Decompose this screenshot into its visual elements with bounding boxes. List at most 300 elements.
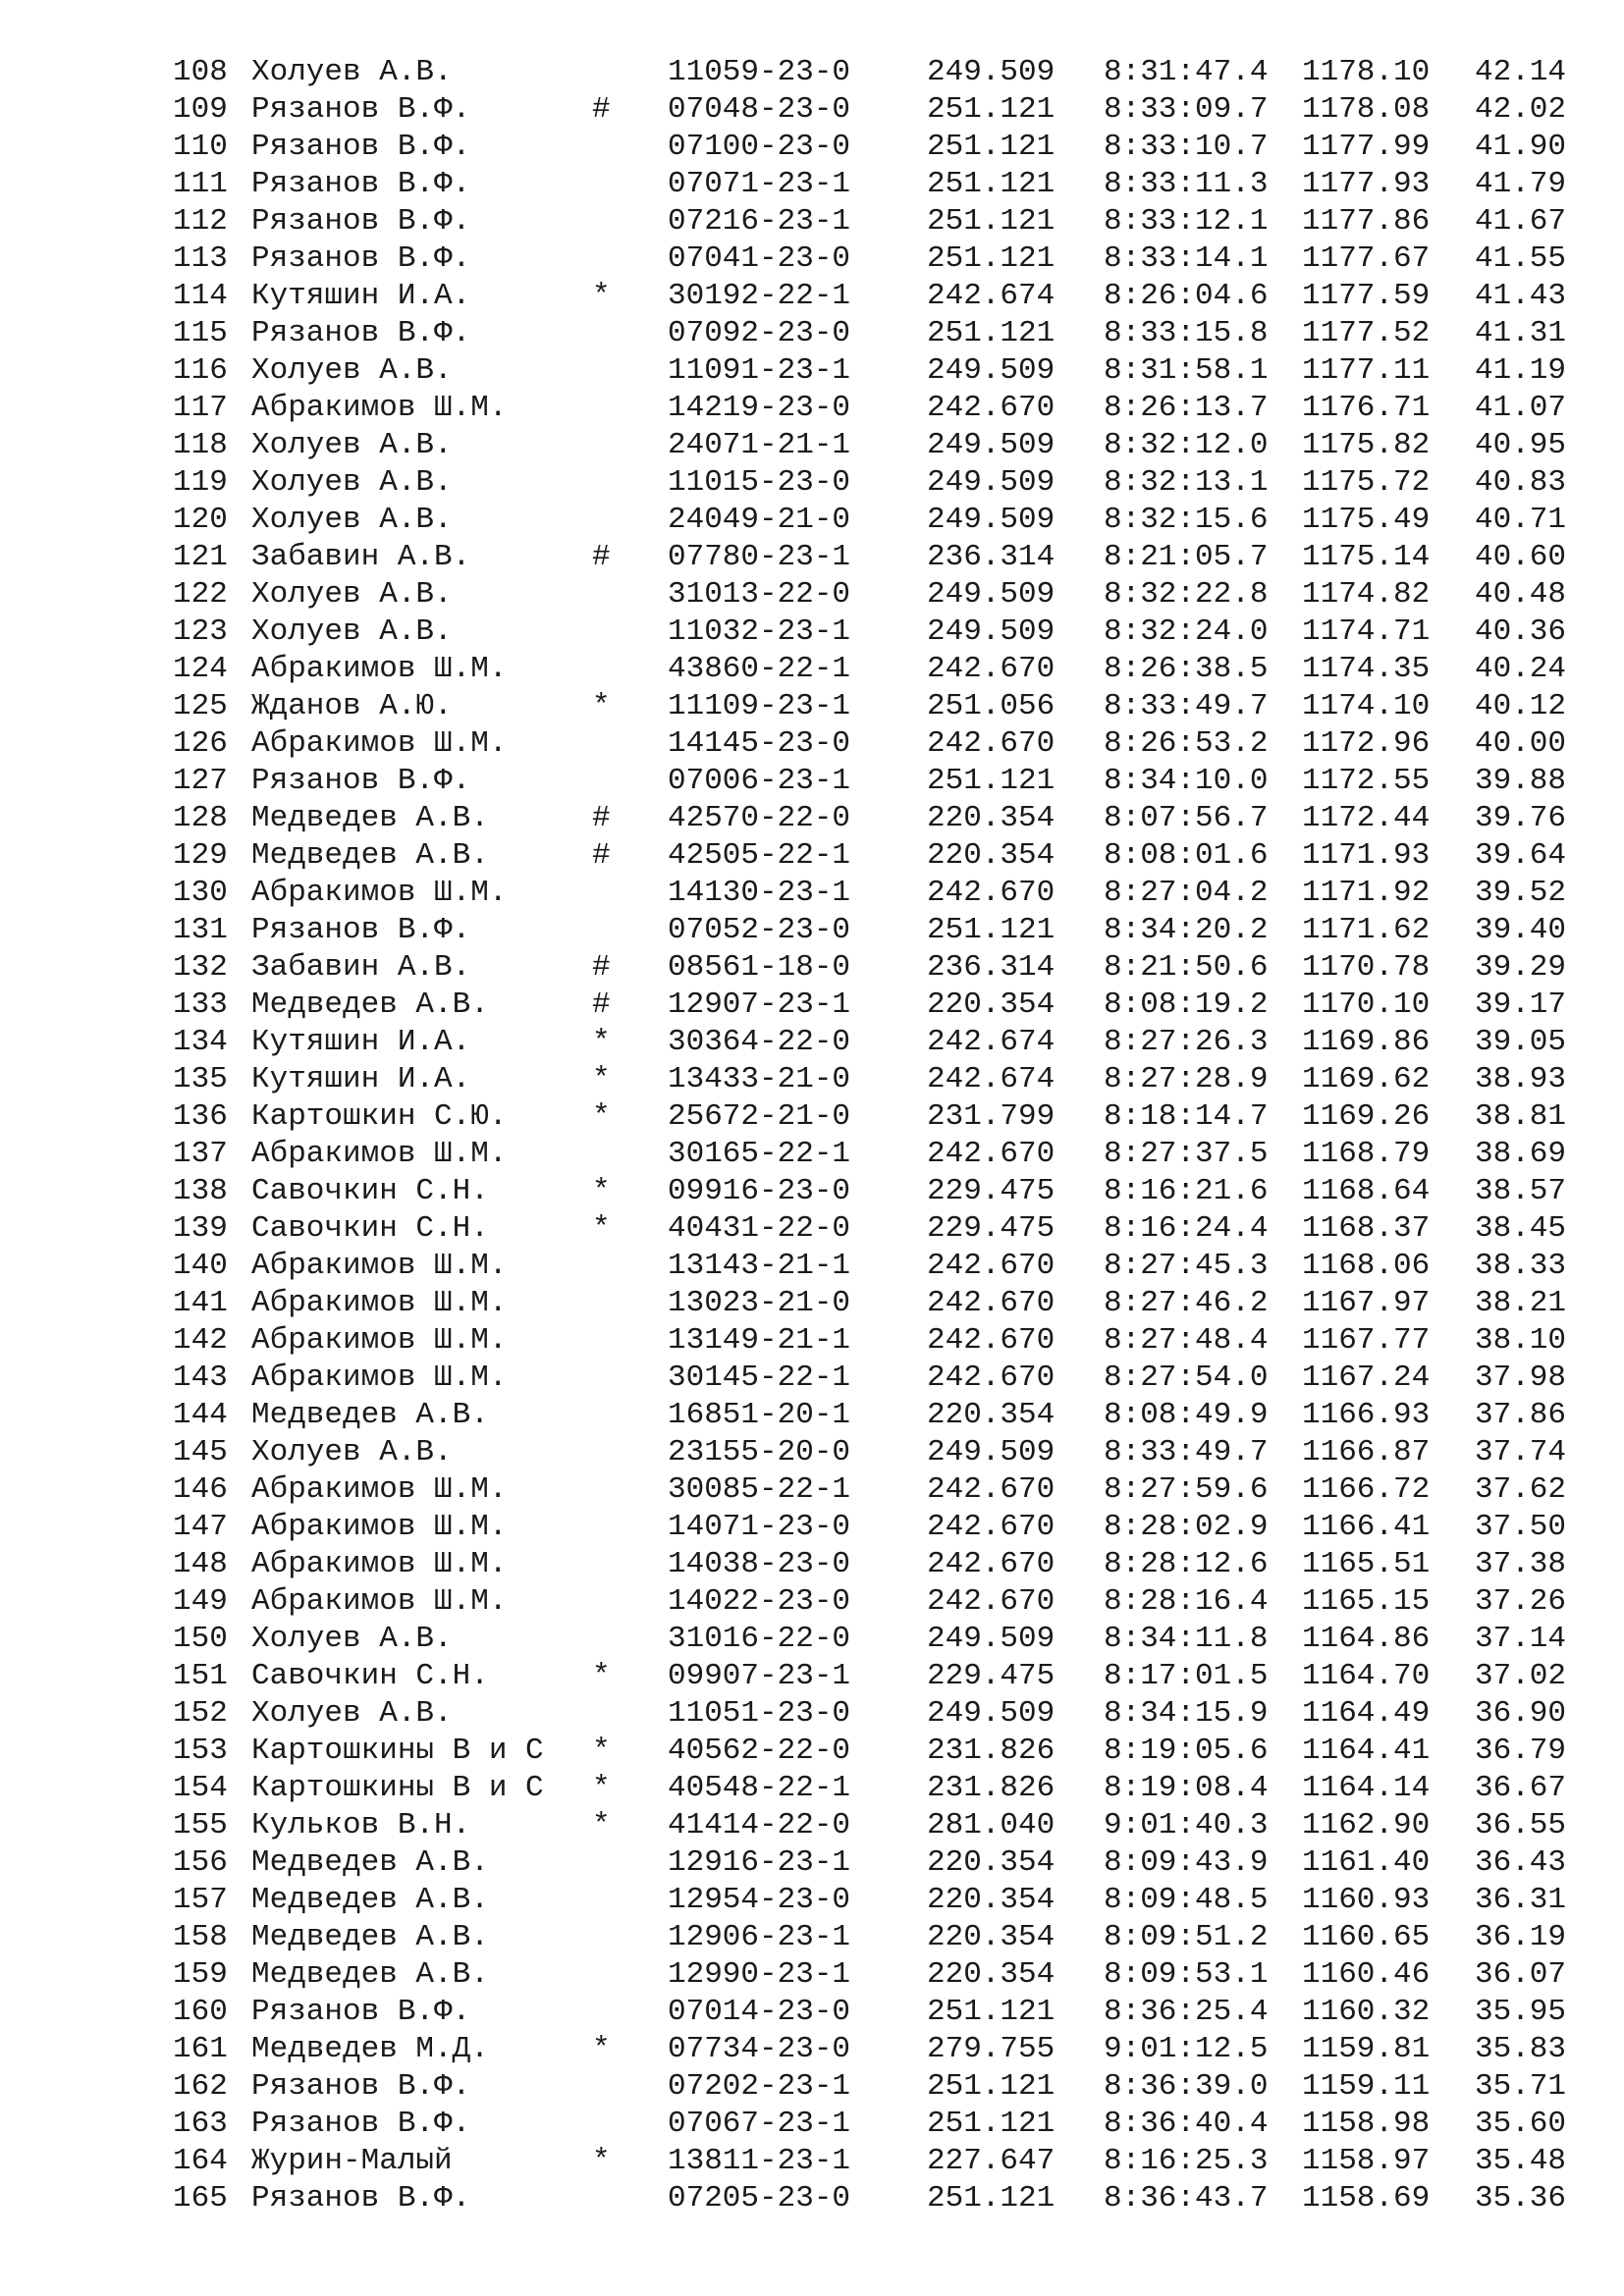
- arrival-time-cell: 8:26:13.7: [1104, 391, 1269, 425]
- speed-cell: 1161.40: [1302, 1845, 1431, 1880]
- ring-number-cell: 09907-23-1: [668, 1659, 851, 1693]
- ring-number-cell: 14219-23-0: [668, 391, 851, 425]
- distance-cell: 251.056: [927, 689, 1056, 723]
- table-row: [0, 1807, 1624, 1844]
- table-row: [0, 1658, 1624, 1695]
- distance-cell: 220.354: [927, 988, 1056, 1022]
- arrival-time-cell: 8:26:38.5: [1104, 652, 1269, 686]
- place-cell: 108: [173, 55, 228, 89]
- arrival-time-cell: 8:28:12.6: [1104, 1547, 1269, 1581]
- place-cell: 144: [173, 1398, 228, 1432]
- speed-cell: 1172.44: [1302, 801, 1431, 835]
- table-row: [0, 651, 1624, 688]
- distance-cell: 242.670: [927, 1286, 1056, 1320]
- arrival-time-cell: 8:31:58.1: [1104, 353, 1269, 388]
- fancier-name-cell: Журин-Малый: [251, 2144, 453, 2178]
- score-cell: 40.95: [1475, 428, 1567, 462]
- score-cell: 42.02: [1475, 92, 1567, 127]
- fancier-name-cell: Рязанов В.Ф.: [251, 130, 471, 164]
- arrival-time-cell: 8:27:26.3: [1104, 1025, 1269, 1059]
- fancier-name-cell: Абракимов Ш.М.: [251, 1137, 508, 1171]
- table-row: [0, 1695, 1624, 1733]
- ring-number-cell: 30145-22-1: [668, 1361, 851, 1395]
- distance-cell: 229.475: [927, 1174, 1056, 1208]
- arrival-time-cell: 8:18:14.7: [1104, 1099, 1269, 1134]
- ring-number-cell: 09916-23-0: [668, 1174, 851, 1208]
- speed-cell: 1174.82: [1302, 577, 1431, 612]
- fancier-name-cell: Рязанов В.Ф.: [251, 2069, 471, 2104]
- ring-number-cell: 07071-23-1: [668, 167, 851, 201]
- ring-number-cell: 14130-23-1: [668, 876, 851, 910]
- arrival-time-cell: 8:34:20.2: [1104, 913, 1269, 947]
- speed-cell: 1178.08: [1302, 92, 1431, 127]
- arrival-time-cell: 8:16:21.6: [1104, 1174, 1269, 1208]
- mark-cell: *: [592, 1659, 611, 1693]
- score-cell: 37.98: [1475, 1361, 1567, 1395]
- score-cell: 39.64: [1475, 838, 1567, 873]
- score-cell: 37.02: [1475, 1659, 1567, 1693]
- ring-number-cell: 40548-22-1: [668, 1771, 851, 1805]
- place-cell: 140: [173, 1249, 228, 1283]
- place-cell: 127: [173, 764, 228, 798]
- speed-cell: 1177.86: [1302, 204, 1431, 239]
- score-cell: 41.43: [1475, 279, 1567, 313]
- mark-cell: *: [592, 1062, 611, 1096]
- place-cell: 136: [173, 1099, 228, 1134]
- table-row: [0, 1621, 1624, 1658]
- arrival-time-cell: 8:32:24.0: [1104, 614, 1269, 649]
- table-row: [0, 1733, 1624, 1770]
- distance-cell: 236.314: [927, 540, 1056, 574]
- arrival-time-cell: 8:27:04.2: [1104, 876, 1269, 910]
- speed-cell: 1160.93: [1302, 1883, 1431, 1917]
- place-cell: 123: [173, 614, 228, 649]
- score-cell: 36.90: [1475, 1696, 1567, 1731]
- score-cell: 36.19: [1475, 1920, 1567, 1954]
- ring-number-cell: 11091-23-1: [668, 353, 851, 388]
- speed-cell: 1174.10: [1302, 689, 1431, 723]
- place-cell: 110: [173, 130, 228, 164]
- fancier-name-cell: Холуев А.В.: [251, 503, 453, 537]
- ring-number-cell: 11015-23-0: [668, 465, 851, 500]
- ring-number-cell: 23155-20-0: [668, 1435, 851, 1469]
- table-row: [0, 1770, 1624, 1807]
- arrival-time-cell: 8:19:08.4: [1104, 1771, 1269, 1805]
- score-cell: 40.36: [1475, 614, 1567, 649]
- arrival-time-cell: 8:36:40.4: [1104, 2107, 1269, 2141]
- speed-cell: 1177.99: [1302, 130, 1431, 164]
- fancier-name-cell: Жданов А.Ю.: [251, 689, 453, 723]
- place-cell: 142: [173, 1323, 228, 1358]
- fancier-name-cell: Холуев А.В.: [251, 614, 453, 649]
- speed-cell: 1176.71: [1302, 391, 1431, 425]
- speed-cell: 1168.37: [1302, 1211, 1431, 1246]
- speed-cell: 1164.14: [1302, 1771, 1431, 1805]
- ring-number-cell: 31016-22-0: [668, 1622, 851, 1656]
- table-row: [0, 2031, 1624, 2068]
- distance-cell: 251.121: [927, 92, 1056, 127]
- score-cell: 38.69: [1475, 1137, 1567, 1171]
- arrival-time-cell: 8:33:15.8: [1104, 316, 1269, 350]
- ring-number-cell: 30085-22-1: [668, 1472, 851, 1507]
- speed-cell: 1175.72: [1302, 465, 1431, 500]
- ring-number-cell: 12907-23-1: [668, 988, 851, 1022]
- mark-cell: #: [592, 801, 611, 835]
- distance-cell: 251.121: [927, 316, 1056, 350]
- ring-number-cell: 07780-23-1: [668, 540, 851, 574]
- fancier-name-cell: Абракимов Ш.М.: [251, 1249, 508, 1283]
- ring-number-cell: 07014-23-0: [668, 1995, 851, 2029]
- arrival-time-cell: 8:21:50.6: [1104, 950, 1269, 985]
- score-cell: 35.71: [1475, 2069, 1567, 2104]
- score-cell: 40.83: [1475, 465, 1567, 500]
- table-row: [0, 1546, 1624, 1583]
- score-cell: 40.71: [1475, 503, 1567, 537]
- place-cell: 117: [173, 391, 228, 425]
- ring-number-cell: 07734-23-0: [668, 2032, 851, 2066]
- speed-cell: 1170.10: [1302, 988, 1431, 1022]
- score-cell: 35.60: [1475, 2107, 1567, 2141]
- arrival-time-cell: 8:28:02.9: [1104, 1510, 1269, 1544]
- arrival-time-cell: 8:09:48.5: [1104, 1883, 1269, 1917]
- table-row: [0, 2106, 1624, 2143]
- arrival-time-cell: 8:16:24.4: [1104, 1211, 1269, 1246]
- distance-cell: 227.647: [927, 2144, 1056, 2178]
- table-row: [0, 539, 1624, 576]
- arrival-time-cell: 8:33:10.7: [1104, 130, 1269, 164]
- place-cell: 124: [173, 652, 228, 686]
- fancier-name-cell: Савочкин С.Н.: [251, 1211, 489, 1246]
- fancier-name-cell: Савочкин С.Н.: [251, 1174, 489, 1208]
- table-row: [0, 315, 1624, 352]
- distance-cell: 251.121: [927, 241, 1056, 276]
- arrival-time-cell: 8:27:48.4: [1104, 1323, 1269, 1358]
- place-cell: 146: [173, 1472, 228, 1507]
- ring-number-cell: 08561-18-0: [668, 950, 851, 985]
- fancier-name-cell: Картошкины В и С: [251, 1771, 544, 1805]
- table-row: [0, 1248, 1624, 1285]
- mark-cell: #: [592, 988, 611, 1022]
- place-cell: 133: [173, 988, 228, 1022]
- score-cell: 38.81: [1475, 1099, 1567, 1134]
- fancier-name-cell: Абракимов Ш.М.: [251, 1286, 508, 1320]
- distance-cell: 242.670: [927, 652, 1056, 686]
- score-cell: 37.50: [1475, 1510, 1567, 1544]
- fancier-name-cell: Холуев А.В.: [251, 428, 453, 462]
- mark-cell: *: [592, 2144, 611, 2178]
- table-row: [0, 203, 1624, 240]
- score-cell: 39.88: [1475, 764, 1567, 798]
- speed-cell: 1177.11: [1302, 353, 1431, 388]
- distance-cell: 249.509: [927, 465, 1056, 500]
- distance-cell: 279.755: [927, 2032, 1056, 2066]
- place-cell: 161: [173, 2032, 228, 2066]
- place-cell: 141: [173, 1286, 228, 1320]
- score-cell: 39.05: [1475, 1025, 1567, 1059]
- ring-number-cell: 13143-21-1: [668, 1249, 851, 1283]
- arrival-time-cell: 8:27:59.6: [1104, 1472, 1269, 1507]
- distance-cell: 251.121: [927, 764, 1056, 798]
- mark-cell: #: [592, 540, 611, 574]
- fancier-name-cell: Холуев А.В.: [251, 1622, 453, 1656]
- distance-cell: 242.670: [927, 1323, 1056, 1358]
- distance-cell: 220.354: [927, 1398, 1056, 1432]
- speed-cell: 1167.77: [1302, 1323, 1431, 1358]
- arrival-time-cell: 8:33:14.1: [1104, 241, 1269, 276]
- fancier-name-cell: Абракимов Ш.М.: [251, 1510, 508, 1544]
- score-cell: 39.40: [1475, 913, 1567, 947]
- distance-cell: 229.475: [927, 1211, 1056, 1246]
- mark-cell: *: [592, 1099, 611, 1134]
- table-row: [0, 1285, 1624, 1322]
- ring-number-cell: 24049-21-0: [668, 503, 851, 537]
- fancier-name-cell: Забавин А.В.: [251, 950, 471, 985]
- ring-number-cell: 43860-22-1: [668, 652, 851, 686]
- table-row: [0, 912, 1624, 949]
- fancier-name-cell: Холуев А.В.: [251, 465, 453, 500]
- speed-cell: 1168.79: [1302, 1137, 1431, 1171]
- distance-cell: 242.670: [927, 1137, 1056, 1171]
- ring-number-cell: 40562-22-0: [668, 1734, 851, 1768]
- distance-cell: 231.826: [927, 1771, 1056, 1805]
- arrival-time-cell: 9:01:12.5: [1104, 2032, 1269, 2066]
- table-row: [0, 390, 1624, 427]
- speed-cell: 1159.81: [1302, 2032, 1431, 2066]
- mark-cell: *: [592, 689, 611, 723]
- place-cell: 165: [173, 2181, 228, 2216]
- arrival-time-cell: 8:21:05.7: [1104, 540, 1269, 574]
- ring-number-cell: 31013-22-0: [668, 577, 851, 612]
- place-cell: 158: [173, 1920, 228, 1954]
- place-cell: 130: [173, 876, 228, 910]
- place-cell: 137: [173, 1137, 228, 1171]
- speed-cell: 1172.96: [1302, 726, 1431, 761]
- place-cell: 145: [173, 1435, 228, 1469]
- score-cell: 37.38: [1475, 1547, 1567, 1581]
- arrival-time-cell: 8:34:11.8: [1104, 1622, 1269, 1656]
- score-cell: 40.48: [1475, 577, 1567, 612]
- place-cell: 121: [173, 540, 228, 574]
- ring-number-cell: 07067-23-1: [668, 2107, 851, 2141]
- speed-cell: 1160.65: [1302, 1920, 1431, 1954]
- score-cell: 42.14: [1475, 55, 1567, 89]
- score-cell: 35.48: [1475, 2144, 1567, 2178]
- score-cell: 38.45: [1475, 1211, 1567, 1246]
- place-cell: 147: [173, 1510, 228, 1544]
- score-cell: 39.29: [1475, 950, 1567, 985]
- place-cell: 159: [173, 1957, 228, 1992]
- distance-cell: 242.670: [927, 1547, 1056, 1581]
- fancier-name-cell: Абракимов Ш.М.: [251, 1361, 508, 1395]
- distance-cell: 242.670: [927, 726, 1056, 761]
- arrival-time-cell: 8:36:39.0: [1104, 2069, 1269, 2104]
- fancier-name-cell: Медведев А.В.: [251, 1398, 489, 1432]
- place-cell: 139: [173, 1211, 228, 1246]
- ring-number-cell: 12906-23-1: [668, 1920, 851, 1954]
- score-cell: 37.74: [1475, 1435, 1567, 1469]
- score-cell: 37.14: [1475, 1622, 1567, 1656]
- ring-number-cell: 42505-22-1: [668, 838, 851, 873]
- table-row: [0, 1882, 1624, 1919]
- fancier-name-cell: Кульков В.Н.: [251, 1808, 471, 1842]
- arrival-time-cell: 8:08:19.2: [1104, 988, 1269, 1022]
- distance-cell: 242.670: [927, 1510, 1056, 1544]
- table-row: [0, 1024, 1624, 1061]
- fancier-name-cell: Абракимов Ш.М.: [251, 726, 508, 761]
- fancier-name-cell: Кутяшин И.А.: [251, 1025, 471, 1059]
- speed-cell: 1168.64: [1302, 1174, 1431, 1208]
- score-cell: 41.79: [1475, 167, 1567, 201]
- place-cell: 125: [173, 689, 228, 723]
- distance-cell: 242.670: [927, 1361, 1056, 1395]
- distance-cell: 249.509: [927, 1696, 1056, 1731]
- distance-cell: 220.354: [927, 1920, 1056, 1954]
- distance-cell: 249.509: [927, 1435, 1056, 1469]
- ring-number-cell: 07216-23-1: [668, 204, 851, 239]
- table-row: [0, 2068, 1624, 2106]
- fancier-name-cell: Картошкин С.Ю.: [251, 1099, 508, 1134]
- distance-cell: 220.354: [927, 1957, 1056, 1992]
- place-cell: 148: [173, 1547, 228, 1581]
- place-cell: 163: [173, 2107, 228, 2141]
- table-row: [0, 54, 1624, 91]
- table-row: [0, 875, 1624, 912]
- fancier-name-cell: Медведев А.В.: [251, 1845, 489, 1880]
- distance-cell: 249.509: [927, 577, 1056, 612]
- arrival-time-cell: 9:01:40.3: [1104, 1808, 1269, 1842]
- mark-cell: *: [592, 1211, 611, 1246]
- mark-cell: #: [592, 92, 611, 127]
- ring-number-cell: 11051-23-0: [668, 1696, 851, 1731]
- place-cell: 154: [173, 1771, 228, 1805]
- fancier-name-cell: Холуев А.В.: [251, 55, 453, 89]
- place-cell: 131: [173, 913, 228, 947]
- score-cell: 38.21: [1475, 1286, 1567, 1320]
- arrival-time-cell: 8:31:47.4: [1104, 55, 1269, 89]
- ring-number-cell: 13811-23-1: [668, 2144, 851, 2178]
- score-cell: 41.67: [1475, 204, 1567, 239]
- speed-cell: 1165.51: [1302, 1547, 1431, 1581]
- arrival-time-cell: 8:27:28.9: [1104, 1062, 1269, 1096]
- fancier-name-cell: Кутяшин И.А.: [251, 279, 471, 313]
- fancier-name-cell: Медведев А.В.: [251, 1883, 489, 1917]
- ring-number-cell: 14022-23-0: [668, 1584, 851, 1619]
- place-cell: 119: [173, 465, 228, 500]
- speed-cell: 1171.62: [1302, 913, 1431, 947]
- place-cell: 134: [173, 1025, 228, 1059]
- arrival-time-cell: 8:33:49.7: [1104, 1435, 1269, 1469]
- speed-cell: 1174.35: [1302, 652, 1431, 686]
- place-cell: 152: [173, 1696, 228, 1731]
- speed-cell: 1178.10: [1302, 55, 1431, 89]
- distance-cell: 251.121: [927, 2069, 1056, 2104]
- place-cell: 135: [173, 1062, 228, 1096]
- fancier-name-cell: Медведев А.В.: [251, 1920, 489, 1954]
- speed-cell: 1175.14: [1302, 540, 1431, 574]
- arrival-time-cell: 8:32:15.6: [1104, 503, 1269, 537]
- score-cell: 37.86: [1475, 1398, 1567, 1432]
- place-cell: 153: [173, 1734, 228, 1768]
- fancier-name-cell: Рязанов В.Ф.: [251, 1995, 471, 2029]
- score-cell: 38.57: [1475, 1174, 1567, 1208]
- distance-cell: 242.670: [927, 1249, 1056, 1283]
- distance-cell: 251.121: [927, 204, 1056, 239]
- ring-number-cell: 14038-23-0: [668, 1547, 851, 1581]
- ring-number-cell: 14071-23-0: [668, 1510, 851, 1544]
- distance-cell: 242.674: [927, 279, 1056, 313]
- distance-cell: 242.670: [927, 1584, 1056, 1619]
- place-cell: 149: [173, 1584, 228, 1619]
- distance-cell: 249.509: [927, 1622, 1056, 1656]
- arrival-time-cell: 8:27:46.2: [1104, 1286, 1269, 1320]
- table-row: [0, 91, 1624, 129]
- arrival-time-cell: 8:26:53.2: [1104, 726, 1269, 761]
- speed-cell: 1164.41: [1302, 1734, 1431, 1768]
- score-cell: 41.07: [1475, 391, 1567, 425]
- ring-number-cell: 11109-23-1: [668, 689, 851, 723]
- table-row: [0, 129, 1624, 166]
- distance-cell: 220.354: [927, 801, 1056, 835]
- fancier-name-cell: Рязанов В.Ф.: [251, 913, 471, 947]
- distance-cell: 251.121: [927, 130, 1056, 164]
- score-cell: 38.10: [1475, 1323, 1567, 1358]
- place-cell: 116: [173, 353, 228, 388]
- speed-cell: 1168.06: [1302, 1249, 1431, 1283]
- fancier-name-cell: Рязанов В.Ф.: [251, 204, 471, 239]
- speed-cell: 1174.71: [1302, 614, 1431, 649]
- distance-cell: 249.509: [927, 503, 1056, 537]
- ring-number-cell: 12990-23-1: [668, 1957, 851, 1992]
- ring-number-cell: 07202-23-1: [668, 2069, 851, 2104]
- mark-cell: *: [592, 1025, 611, 1059]
- table-row: [0, 1322, 1624, 1360]
- distance-cell: 242.670: [927, 876, 1056, 910]
- fancier-name-cell: Кутяшин И.А.: [251, 1062, 471, 1096]
- fancier-name-cell: Абракимов Ш.М.: [251, 1323, 508, 1358]
- ring-number-cell: 07041-23-0: [668, 241, 851, 276]
- place-cell: 155: [173, 1808, 228, 1842]
- place-cell: 129: [173, 838, 228, 873]
- distance-cell: 220.354: [927, 1845, 1056, 1880]
- speed-cell: 1166.93: [1302, 1398, 1431, 1432]
- place-cell: 111: [173, 167, 228, 201]
- fancier-name-cell: Холуев А.В.: [251, 1696, 453, 1731]
- speed-cell: 1164.49: [1302, 1696, 1431, 1731]
- fancier-name-cell: Холуев А.В.: [251, 1435, 453, 1469]
- speed-cell: 1158.69: [1302, 2181, 1431, 2216]
- ring-number-cell: 13023-21-0: [668, 1286, 851, 1320]
- fancier-name-cell: Рязанов В.Ф.: [251, 167, 471, 201]
- table-row: [0, 1397, 1624, 1434]
- distance-cell: 251.121: [927, 1995, 1056, 2029]
- arrival-time-cell: 8:33:49.7: [1104, 689, 1269, 723]
- ring-number-cell: 07048-23-0: [668, 92, 851, 127]
- place-cell: 118: [173, 428, 228, 462]
- speed-cell: 1170.78: [1302, 950, 1431, 985]
- score-cell: 41.31: [1475, 316, 1567, 350]
- speed-cell: 1177.93: [1302, 167, 1431, 201]
- mark-cell: *: [592, 2032, 611, 2066]
- score-cell: 35.36: [1475, 2181, 1567, 2216]
- fancier-name-cell: Картошкины В и С: [251, 1734, 544, 1768]
- fancier-name-cell: Абракимов Ш.М.: [251, 876, 508, 910]
- distance-cell: 231.826: [927, 1734, 1056, 1768]
- table-row: [0, 725, 1624, 763]
- distance-cell: 242.674: [927, 1025, 1056, 1059]
- ring-number-cell: 24071-21-1: [668, 428, 851, 462]
- place-cell: 122: [173, 577, 228, 612]
- arrival-time-cell: 8:07:56.7: [1104, 801, 1269, 835]
